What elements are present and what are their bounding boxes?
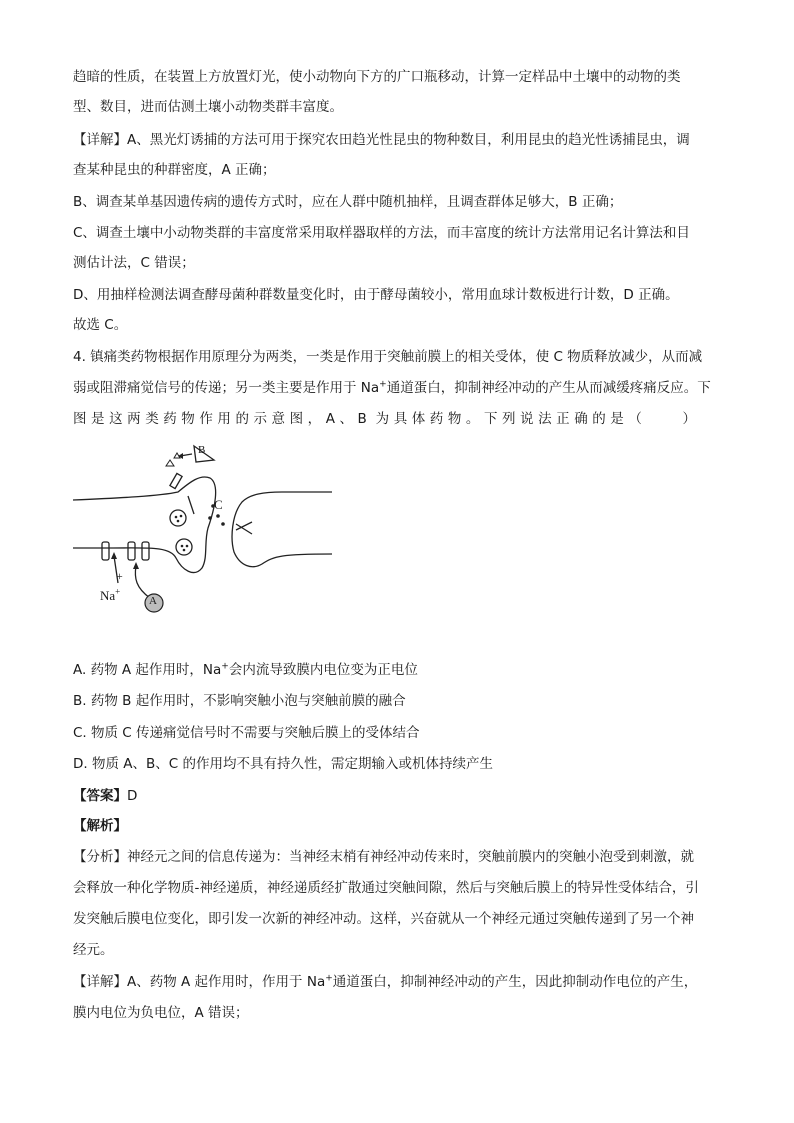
superscript: + [325,973,333,984]
detail-tag: 【详解】 [73,132,127,148]
text-span: A、黑光灯诱捕的方法可用于探究农田趋光性昆虫的物种数目，利用昆虫的趋光性诱捕昆虫，调 [127,132,690,148]
detail-line: 膜内电位为负电位，A 错误； [73,1005,249,1021]
detail-line [73,972,697,992]
detail-paragraph-line [73,130,690,150]
postsynaptic-receptor [236,522,252,534]
analysis-heading: 【解析】 [73,818,127,834]
arrow-release-line [188,496,194,514]
option-c: C. 物质 C 传递痛觉信号时不需要与突触后膜上的受体结合 [73,725,420,741]
label-drug-b: B [198,444,206,456]
presynaptic-receptor [170,473,182,488]
synaptic-vesicle [170,510,186,526]
label-drug-a: A [149,595,157,607]
text-span: 弱或阻滞痛觉信号的传递；另一类主要是作用于 Na [73,380,380,396]
analysis-line: 会释放一种化学物质-神经递质，神经递质经扩散通过突触间隙，然后与突触后膜上的特异性受体结合，引 [73,880,699,896]
arrowhead [111,552,117,559]
analysis-line: 发突触后膜电位变化，即引发一次新的神经冲动。这样，兴奋就从一个神经元通过突触传递到了另一个神 [73,911,694,927]
text-span: 通道蛋白，抑制神经冲动的产生从而减缓疼痛反应。下 [386,380,711,396]
synaptic-vesicle [176,539,192,555]
postsynaptic-membrane [232,492,332,567]
text-line: 型、数目，进而估测土壤小动物类群丰富度。 [73,99,343,115]
text-span: 通道蛋白，抑制神经冲动的产生，因此抑制动作电位的产生， [332,974,698,990]
analysis-tag: 【分析】 [73,849,127,865]
analysis-line [73,847,694,867]
na-channel-right [142,542,149,560]
analysis-line: 经元。 [73,942,114,958]
text-span: A、药物 A 起作用时，作用于 Na [127,974,326,990]
text-line: 趋暗的性质，在装置上方放置灯光，使小动物向下方的广口瓶移动，计算一定样品中土壤中的动物的类 [73,69,681,85]
label-substance-c: C [214,497,223,512]
na-channel-left [102,542,109,560]
superscript: + [115,586,121,597]
text-span: 会内流导致膜内电位变为正电位 [228,662,418,678]
text-line: 测估计法，C 错误； [73,255,195,271]
question-line [73,378,711,398]
option-d: D. 物质 A、B、C 的作用均不具有持久性，需定期输入或机体持续产生 [73,756,493,772]
arrowhead [133,562,139,569]
question-line: 图是这两类药物作用的示意图，A、B 为具体药物。下列说法正确的是（ ） [73,411,696,427]
neurotransmitter-dot [221,522,225,526]
answer-value: D [127,788,138,804]
drug-b-molecule [166,460,174,466]
option-a [73,660,418,680]
neurotransmitter-dot [216,514,220,518]
arrow-a-line [135,566,150,598]
text-line: D、用抽样检测法调查酵母菌种群数量变化时，由于酵母菌较小，常用血球计数板进行计数，D 正确。 [73,287,679,303]
question-line: 4. 镇痛类药物根据作用原理分为两类，一类是作用于突触前膜上的相关受体，使 C 物质释放减少，从而减 [73,349,703,365]
superscript: + [221,661,229,672]
neurotransmitter-dot [208,516,212,520]
label-plus: + [116,569,123,583]
option-b: B. 药物 B 起作用时，不影响突触小泡与突触前膜的融合 [73,693,406,709]
na-channel-mid [128,542,135,560]
text-span: Na [100,588,116,603]
detail-tag: 【详解】 [73,974,127,990]
text-line: 查某种昆虫的种群密度，A 正确； [73,162,276,178]
answer-tag: 【答案】 [73,788,127,804]
label-na-ion [100,588,120,604]
superscript: + [379,379,387,390]
text-line: C、调查土壤中小动物类群的丰富度常采用取样器取样的方法，而丰富度的统计方法常用记名计算法和目 [73,225,690,241]
text-span: 神经元之间的信息传递为：当神经末梢有神经冲动传来时，突触前膜内的突触小泡受到刺激，就 [127,849,694,865]
text-span: A. 药物 A 起作用时，Na [73,662,222,678]
text-line: 故选 C。 [73,317,128,333]
text-line: B、调查某单基因遗传病的遗传方式时，应在人群中随机抽样，且调查群体足够大，B 正确； [73,194,623,210]
presynaptic-membrane [73,477,216,573]
answer-line [73,786,137,806]
